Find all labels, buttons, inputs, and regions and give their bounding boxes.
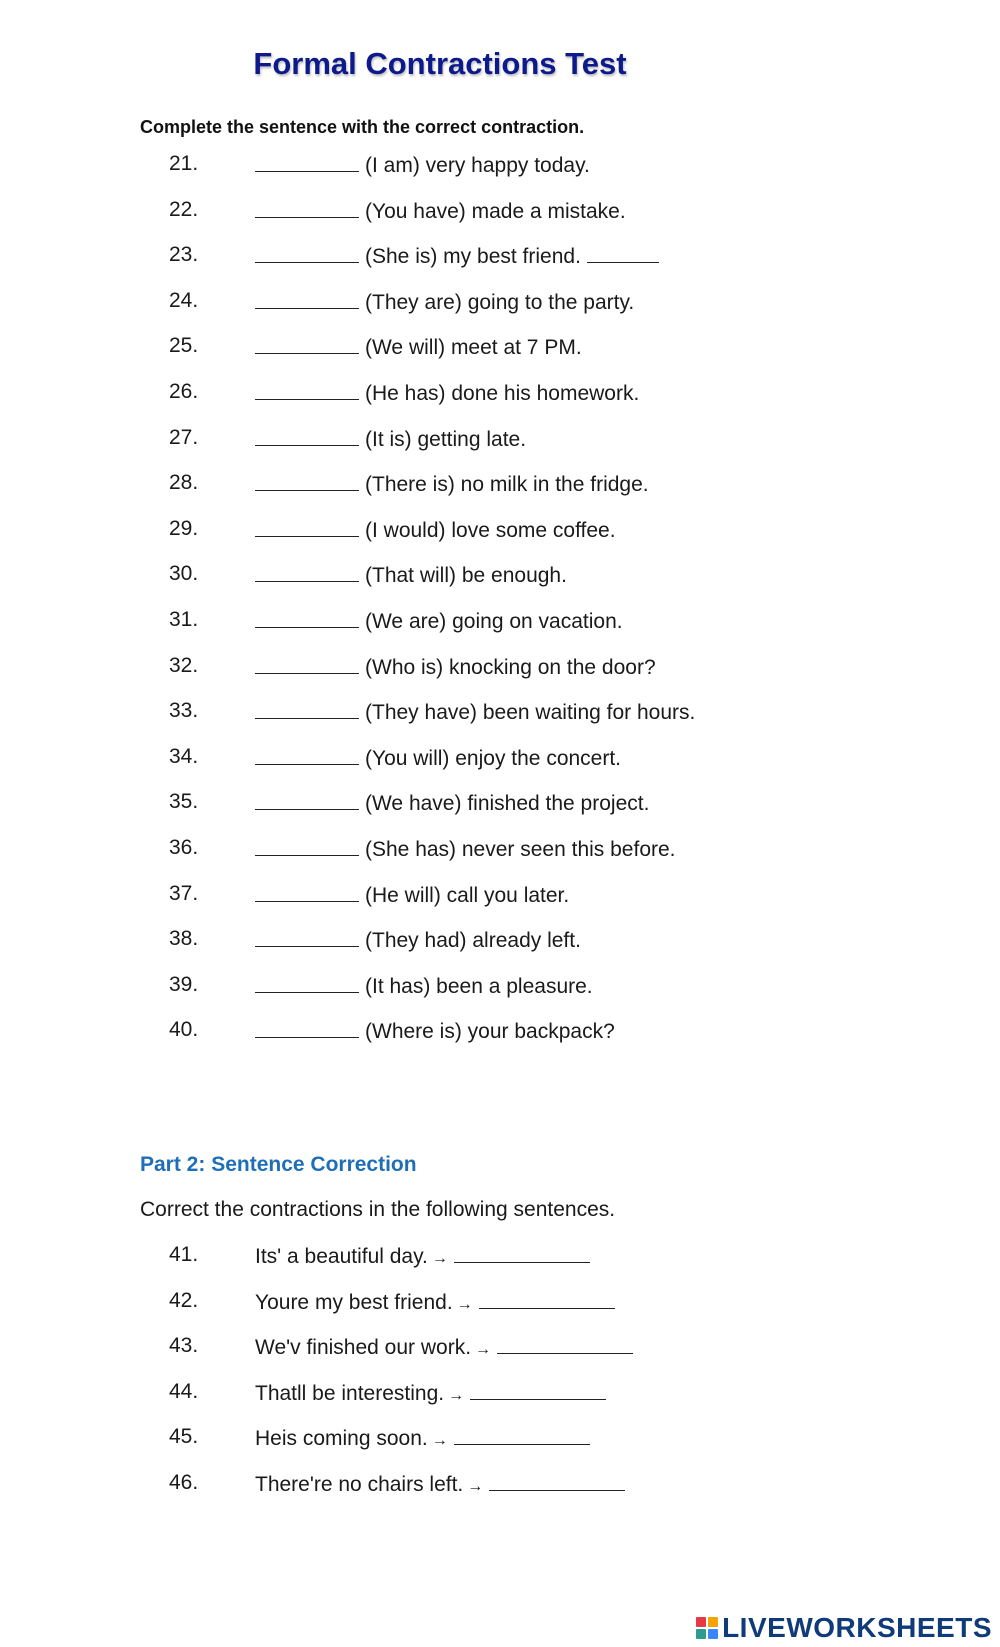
question-number: 23. [169,243,199,267]
sentence-text: (They are) going to the party. [365,290,635,314]
correction-row [0,1380,1000,1426]
answer-blank[interactable] [255,836,359,856]
sentence-text: (I would) love some coffee. [365,518,616,542]
question-number: 39. [169,972,199,996]
question-number: 38. [169,927,199,951]
correction-number: 44. [169,1379,199,1403]
correction-number: 46. [169,1470,199,1494]
question-row [0,562,1000,608]
question-row [0,745,1000,791]
sentence-text: (He has) done his homework. [365,381,640,405]
sentence-text: (I am) very happy today. [365,154,590,177]
correction-row [0,1425,1000,1471]
logo-icon [696,1617,718,1639]
answer-blank[interactable] [255,973,359,993]
logo-square [696,1617,706,1627]
question-sentence [255,699,695,725]
answer-blank[interactable] [255,517,359,537]
correction-answer-blank[interactable] [497,1334,633,1354]
incorrect-sentence-text: Heis coming soon. [255,1427,428,1451]
question-row [0,654,1000,700]
question-sentence [255,198,626,224]
sentence-text: (It has) been a pleasure. [365,974,593,998]
question-number: 22. [169,197,199,221]
answer-blank[interactable] [255,745,359,765]
sentence-text: (It is) getting late. [365,427,527,451]
answer-blank[interactable] [255,426,359,446]
correction-answer-blank[interactable] [454,1425,590,1445]
correction-answer-blank[interactable] [470,1380,606,1400]
question-number: 40. [169,1018,199,1042]
question-sentence [255,562,567,588]
instruction-text: Complete the sentence with the correct contraction. [140,117,585,137]
answer-blank[interactable] [255,608,359,628]
sentence-text: (She is) my best friend. [365,245,581,269]
question-sentence [255,426,526,452]
question-number: 28. [169,471,199,495]
question-row [0,289,1000,335]
question-number: 30. [169,562,199,586]
arrow-right-icon: → [467,1477,484,1495]
answer-blank[interactable] [255,882,359,902]
incorrect-sentence-text: Thatll be interesting. [255,1381,445,1405]
sentence-text: (Who is) knocking on the door? [365,655,656,679]
answer-blank[interactable] [255,562,359,582]
question-number: 37. [169,881,199,905]
correction-row [0,1471,1000,1517]
correction-row [0,1289,1000,1335]
liveworksheets-logo [696,1612,992,1644]
extra-answer-blank[interactable] [587,243,659,263]
question-sentence [255,517,616,543]
sentence-text: (You will) enjoy the concert. [365,746,622,770]
logo-square [708,1629,718,1639]
correction-sentence [255,1471,625,1497]
question-sentence [255,608,623,634]
part2-heading: Part 2: Sentence Correction [140,1153,417,1176]
question-sentence [255,152,590,178]
correction-number: 43. [169,1334,199,1358]
part2-instruction: Correct the contractions in the following sentences. [140,1198,616,1221]
question-number: 32. [169,653,199,677]
sentence-text: (They had) already left. [365,929,581,953]
correction-sentence [255,1289,615,1315]
correction-sentence [255,1425,590,1451]
question-sentence [255,836,676,862]
question-row [0,471,1000,517]
incorrect-sentence-text: Its' a beautiful day. [255,1245,428,1268]
sentence-text: (We will) meet at 7 PM. [365,336,582,360]
question-sentence [255,243,659,269]
incorrect-sentence-text: We'v finished our work. [255,1336,472,1360]
question-sentence [255,882,569,908]
answer-blank[interactable] [255,334,359,354]
question-row [0,517,1000,563]
question-row [0,790,1000,836]
page-title: Formal Contractions Test [253,46,627,81]
correction-sentence [255,1243,590,1269]
question-row [0,1018,1000,1064]
question-sentence [255,745,621,771]
question-number: 36. [169,835,199,859]
question-row [0,973,1000,1019]
incorrect-sentence-text: Youre my best friend. [255,1290,453,1314]
question-sentence [255,654,656,680]
question-number: 26. [169,379,199,403]
answer-blank[interactable] [255,380,359,400]
question-sentence [255,471,649,497]
answer-blank[interactable] [255,152,359,172]
question-number: 25. [169,334,199,358]
arrow-right-icon: → [475,1341,492,1359]
question-row [0,699,1000,745]
sentence-text: (You have) made a mistake. [365,199,626,223]
question-row [0,243,1000,289]
logo-square [696,1629,706,1639]
arrow-right-icon: → [456,1295,473,1313]
correction-answer-blank[interactable] [489,1471,625,1491]
question-sentence [255,1018,615,1044]
answer-blank[interactable] [255,198,359,218]
correction-row [0,1243,1000,1289]
question-number: 24. [169,288,199,312]
arrow-right-icon: → [448,1386,465,1404]
question-row [0,927,1000,973]
correction-row [0,1334,1000,1380]
correction-sentence [255,1380,606,1406]
sentence-text: (Where is) your backpack? [365,1020,615,1044]
sentence-text: (We are) going on vacation. [365,609,623,633]
sentence-text: (He will) call you later. [365,883,570,907]
question-number: 21. [169,152,199,175]
answer-blank[interactable] [255,289,359,309]
answer-blank[interactable] [255,471,359,491]
question-sentence [255,927,581,953]
question-row [0,608,1000,654]
question-sentence [255,289,634,315]
question-sentence [255,380,639,406]
sentence-text: (She has) never seen this before. [365,837,676,861]
question-number: 27. [169,425,199,449]
answer-blank[interactable] [255,243,359,263]
question-row [0,334,1000,380]
question-number: 31. [169,607,199,631]
sentence-text: (We have) finished the project. [365,792,650,816]
question-row [0,882,1000,928]
answer-blank[interactable] [255,699,359,719]
question-number: 29. [169,516,199,540]
question-row [0,380,1000,426]
correction-sentence [255,1334,633,1360]
correction-answer-blank[interactable] [454,1243,590,1263]
sentence-text: (That will) be enough. [365,564,567,588]
question-sentence [255,973,593,999]
correction-answer-blank[interactable] [479,1289,615,1309]
answer-blank[interactable] [255,654,359,674]
question-list [0,152,1000,1064]
arrow-right-icon: → [431,1432,448,1450]
correction-number: 45. [169,1425,199,1449]
question-sentence [255,790,649,816]
question-number: 35. [169,790,199,814]
logo-text: LIVEWORKSHEETS [722,1612,992,1643]
correction-number: 42. [169,1288,199,1312]
question-row [0,198,1000,244]
question-row [0,152,1000,198]
question-row [0,426,1000,472]
question-number: 33. [169,699,199,723]
answer-blank[interactable] [255,927,359,947]
question-number: 34. [169,744,199,768]
question-sentence [255,334,582,360]
sentence-text: (They have) been waiting for hours. [365,701,696,725]
incorrect-sentence-text: There're no chairs left. [255,1472,464,1496]
correction-number: 41. [169,1243,199,1266]
answer-blank[interactable] [255,790,359,810]
arrow-right-icon: → [431,1250,448,1267]
question-row [0,836,1000,882]
correction-list [0,1243,1000,1517]
sentence-text: (There is) no milk in the fridge. [365,473,649,497]
logo-square [708,1617,718,1627]
answer-blank[interactable] [255,1018,359,1038]
